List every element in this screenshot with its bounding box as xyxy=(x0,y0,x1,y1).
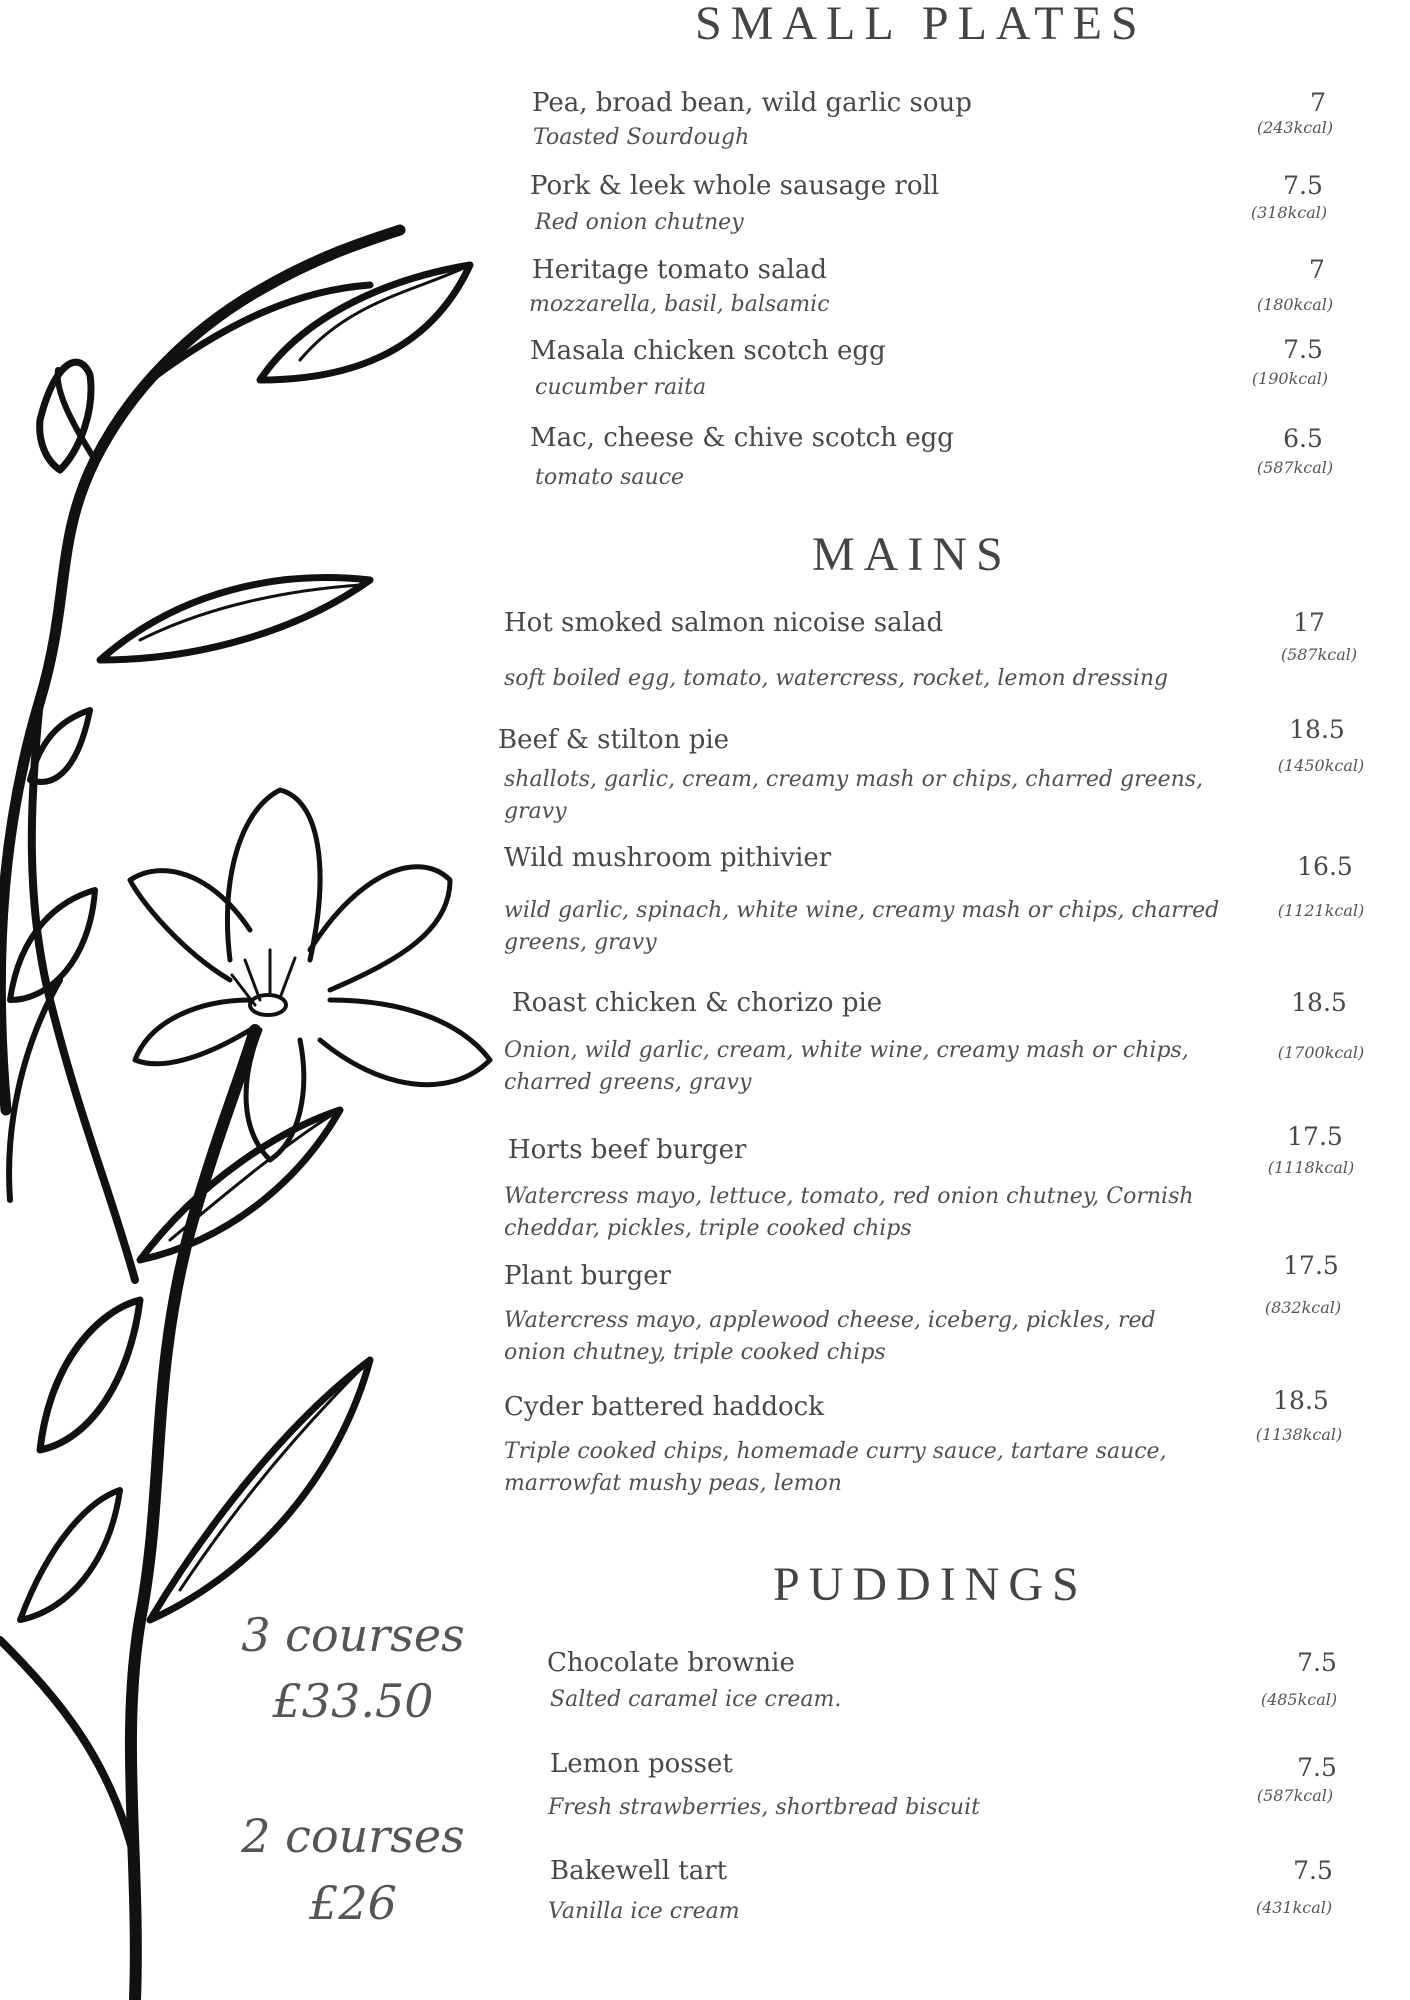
dish-kcal: (1138kcal) xyxy=(1255,1425,1343,1444)
dish-name: Plant burger xyxy=(504,1261,672,1291)
dish-name: Cyder battered haddock xyxy=(504,1392,824,1422)
dish-name: Pork & leek whole sausage roll xyxy=(530,171,940,201)
deal-two-course-price: £26 xyxy=(309,1876,397,1930)
dish-price: 7.5 xyxy=(1293,1856,1333,1885)
dish-name: Roast chicken & chorizo pie xyxy=(512,988,883,1018)
leaf-top-tip xyxy=(300,265,470,360)
dish-name: Chocolate brownie xyxy=(547,1648,795,1678)
dish-description: tomato sauce xyxy=(535,465,685,490)
leaf-low-vein xyxy=(170,1110,340,1240)
section-title-small-plates: SMALL PLATES xyxy=(695,0,1147,50)
dish-description: Toasted Sourdough xyxy=(533,125,750,150)
dish-description: Red onion chutney xyxy=(535,210,744,235)
dish-price: 17 xyxy=(1293,608,1325,637)
dish-price: 6.5 xyxy=(1283,424,1323,453)
flower-petal-left xyxy=(130,871,250,980)
dish-name: Hot smoked salmon nicoise salad xyxy=(504,608,944,638)
dish-name: Horts beef burger xyxy=(508,1135,747,1165)
section-title-mains: MAINS xyxy=(812,528,1012,581)
dish-kcal: (587kcal) xyxy=(1256,458,1334,477)
dish-description: soft boiled egg, tomato, watercress, rocket, lemon dressing xyxy=(504,666,1169,691)
dish-kcal: (180kcal) xyxy=(1256,295,1334,314)
dish-price: 7 xyxy=(1309,255,1325,284)
dish-name: Heritage tomato salad xyxy=(532,255,827,285)
dish-description: Vanilla ice cream xyxy=(548,1899,740,1924)
leaf-bottom-vein xyxy=(180,1370,360,1590)
dish-description: shallots, garlic, cream, creamy mash or chips, charred greens, gravy xyxy=(504,767,1204,824)
leaf-left-low xyxy=(10,890,95,1000)
dish-price: 18.5 xyxy=(1289,715,1345,744)
dish-kcal: (1700kcal) xyxy=(1277,1043,1365,1062)
dish-description: mozzarella, basil, balsamic xyxy=(529,292,830,317)
leaf-bottom-right xyxy=(150,1360,370,1620)
dish-kcal: (832kcal) xyxy=(1264,1298,1342,1317)
dish-description: Watercress mayo, applewood cheese, iceberg, pickles, red onion chutney, triple cooked chips xyxy=(504,1308,1156,1365)
flower-petal-right xyxy=(310,867,450,990)
dish-kcal: (190kcal) xyxy=(1251,369,1329,388)
leaf-low-right xyxy=(140,1110,340,1260)
dish-price: 18.5 xyxy=(1273,1386,1329,1415)
dish-name: Lemon posset xyxy=(550,1749,733,1779)
dish-price: 18.5 xyxy=(1291,988,1347,1017)
dish-description: Onion, wild garlic, cream, white wine, creamy mash or chips, charred greens, gravy xyxy=(504,1038,1189,1095)
dish-description: Fresh strawberries, shortbread biscuit xyxy=(548,1795,980,1820)
dish-kcal: (587kcal) xyxy=(1280,645,1358,664)
dish-price: 7.5 xyxy=(1283,171,1323,200)
leaf-lowest-left xyxy=(20,1490,120,1620)
dish-kcal: (1450kcal) xyxy=(1277,756,1365,775)
dish-description: Watercress mayo, lettuce, tomato, red onion chutney, Cornish cheddar, pickles, triple cooked chips xyxy=(504,1184,1194,1241)
dish-description: Triple cooked chips, homemade curry sauce, tartare sauce, marrowfat mushy peas, lemon xyxy=(504,1439,1167,1496)
dish-kcal: (1118kcal) xyxy=(1267,1158,1355,1177)
dish-price: 16.5 xyxy=(1297,852,1353,881)
stem-upper xyxy=(150,285,370,380)
flower-petal-top xyxy=(227,790,320,960)
flower-petal-lower-right xyxy=(320,1000,490,1085)
dish-kcal: (485kcal) xyxy=(1260,1690,1338,1709)
dish-kcal: (243kcal) xyxy=(1256,118,1334,137)
dish-kcal: (318kcal) xyxy=(1250,203,1328,222)
flower-petal-lower-left xyxy=(135,1000,250,1064)
deal-three-course-price: £33.50 xyxy=(272,1674,434,1728)
dish-price: 17.5 xyxy=(1287,1122,1343,1151)
leaf-bud xyxy=(40,362,91,470)
section-title-puddings: PUDDINGS xyxy=(773,1558,1088,1611)
dish-name: Mac, cheese & chive scotch egg xyxy=(530,423,954,453)
leaf-mid-right xyxy=(100,578,370,660)
dish-kcal: (587kcal) xyxy=(1256,1786,1334,1805)
dish-name: Beef & stilton pie xyxy=(498,725,730,755)
dish-name: Wild mushroom pithivier xyxy=(504,843,832,873)
dish-kcal: (1121kcal) xyxy=(1277,901,1365,920)
dish-price: 7 xyxy=(1310,88,1326,117)
deal-two-course-label: 2 courses xyxy=(241,1809,465,1863)
dish-price: 7.5 xyxy=(1283,335,1323,364)
stem-lowest xyxy=(0,1640,135,1860)
deal-three-course-label: 3 courses xyxy=(241,1608,465,1662)
dish-description: wild garlic, spinach, white wine, creamy mash or chips, charred greens, gravy xyxy=(504,898,1220,955)
dish-name: Bakewell tart xyxy=(550,1856,728,1886)
dish-price: 7.5 xyxy=(1297,1753,1337,1782)
dish-kcal: (431kcal) xyxy=(1255,1898,1333,1917)
dish-description: cucumber raita xyxy=(535,375,707,400)
dish-description: Salted caramel ice cream. xyxy=(550,1687,842,1712)
dish-price: 7.5 xyxy=(1297,1648,1337,1677)
dish-name: Masala chicken scotch egg xyxy=(530,336,886,366)
dish-price: 17.5 xyxy=(1283,1251,1339,1280)
leaf-bottom-left xyxy=(40,1300,140,1450)
dish-name: Pea, broad bean, wild garlic soup xyxy=(532,88,972,118)
